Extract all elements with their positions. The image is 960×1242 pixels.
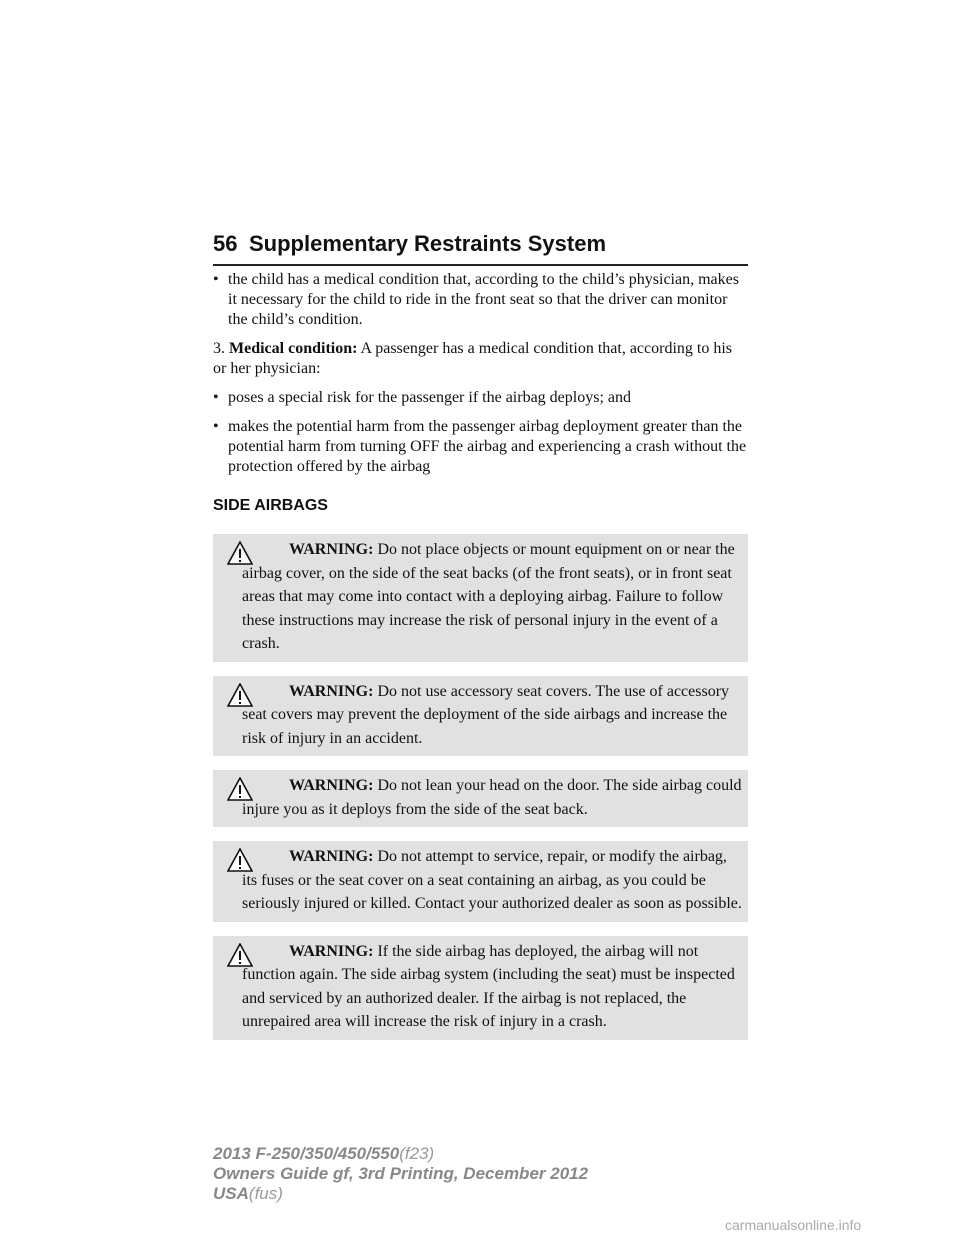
warning-triangle-icon [227, 848, 253, 872]
warning-box: WARNING: Do not use accessory seat covers. The use of accessory seat covers may prevent the deployment of the side airbags and increase the risk of injury in an accident. [213, 676, 748, 757]
footer-printing: Owners Guide gf, 3rd Printing, December 2012 [213, 1164, 589, 1183]
page-content [213, 270, 748, 1054]
footer-model: 2013 F-250/350/450/550 [213, 1144, 400, 1163]
list-item: • makes the potential harm from the passenger airbag deployment greater than the potential harm from turning OFF the airbag and experiencing a crash without the protection offered by the airbag [213, 418, 747, 475]
footer-model-code: (f23) [399, 1144, 435, 1163]
document-footer [213, 1144, 588, 1204]
section-title: Supplementary Restraints System [249, 231, 607, 256]
medical-condition-label: Medical condition: [229, 340, 358, 357]
warning-label: WARNING: [289, 682, 374, 700]
warning-label: WARNING: [289, 541, 374, 558]
warning-label: WARNING: [289, 777, 374, 794]
warning-triangle-icon [227, 943, 253, 967]
warning-triangle-icon [227, 683, 253, 707]
page-number: 56 [213, 231, 238, 256]
bullet-icon: • [213, 271, 219, 288]
bullet-icon: • [213, 418, 219, 435]
footer-market: USA [213, 1184, 249, 1203]
watermark: carmanualsonline.info [725, 1217, 862, 1233]
warning-triangle-icon [227, 777, 253, 801]
side-airbags-heading: SIDE AIRBAGS [213, 497, 328, 514]
warning-label: WARNING: [289, 848, 374, 865]
list-item: • the child has a medical condition that, according to the child’s physician, makes it necessary for the child to ride in the front seat so that the driver can monitor the child’s condition. [213, 271, 739, 328]
warning-box: WARNING: Do not lean your head on the door. The side airbag could injure you as it deploys from the side of the seat back. [213, 770, 748, 827]
list-item: • poses a special risk for the passenger if the airbag deploys; and [213, 389, 631, 406]
warning-box: WARNING: Do not place objects or mount equipment on or near the airbag cover, on the side of the seat backs (of the front seats), or in front seat areas that may come into contact with a deploying airbag. Failure to follow these instructions may increase the risk of personal injury in the event of a crash. [213, 534, 748, 662]
bullet-icon: • [213, 389, 219, 406]
warning-box: WARNING: If the side airbag has deployed, the airbag will not function again. The side airbag system (including the seat) must be inspected and serviced by an authorized dealer. If the airbag is not replaced, the unrepaired area will increase the risk of injury in a crash. [213, 936, 748, 1040]
warning-label: WARNING: [289, 942, 374, 960]
warning-triangle-icon [227, 541, 253, 565]
page-header [213, 230, 748, 266]
warning-box: WARNING: Do not attempt to service, repair, or modify the airbag, its fuses or the seat cover on a seat containing an airbag, as you could be seriously injured or killed. Contact your authorized dealer as soon as possible. [213, 841, 748, 922]
footer-market-code: (fus) [248, 1184, 283, 1203]
medical-condition-paragraph: 3. Medical condition: A passenger has a medical condition that, according to his or her physician: [213, 340, 733, 377]
